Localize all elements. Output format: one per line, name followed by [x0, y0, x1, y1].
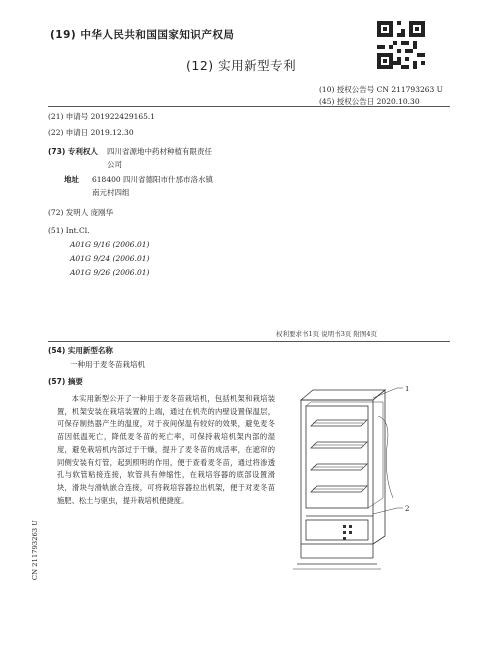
title-label: (54) 实用新型名称	[48, 346, 113, 355]
document-type: (12) 实用新型专利	[186, 58, 297, 73]
section-divider	[48, 341, 450, 342]
qr-code-icon	[377, 21, 425, 69]
inventor: (72) 发明人 庞刚华	[48, 208, 114, 217]
cultivation-machine-figure	[285, 386, 415, 586]
page-info: 权利要求书1页 说明书3页 附图4页	[276, 330, 378, 338]
owner-line-2: 公司	[107, 160, 122, 169]
application-date: (22) 申请日 2019.12.30	[48, 128, 134, 137]
address-line-2: 南元村四组	[92, 188, 130, 197]
header-divider	[48, 106, 450, 107]
publication-date: (45) 授权公告日 2020.10.30	[319, 97, 420, 106]
address-line-1: 618400 四川省德阳市什邡市洛水镇	[92, 175, 214, 184]
agency-name: (19) 中华人民共和国国家知识产权局	[50, 29, 235, 41]
publication-number: (10) 授权公告号 CN 211793263 U	[319, 85, 443, 94]
application-number: (21) 申请号 201922429165.1	[48, 112, 156, 121]
class-1: A01G 9/16 (2006.01)	[70, 240, 150, 249]
int-cl-label: (51) Int.Cl.	[48, 226, 90, 235]
owner-label: (73) 专利权人	[48, 147, 98, 156]
side-document-number: CN 211793263 U	[31, 520, 39, 581]
owner-line-1: 四川省源地中药材种植有限责任	[107, 147, 212, 156]
utility-model-title: 一种用于麦冬苗栽培机	[70, 360, 145, 369]
abstract-label: (57) 摘要	[48, 377, 83, 386]
class-2: A01G 9/24 (2006.01)	[70, 254, 150, 263]
class-3: A01G 9/26 (2006.01)	[70, 268, 150, 277]
figure-label-2: 2	[405, 505, 410, 513]
figure-label-1: 1	[405, 386, 410, 393]
abstract-text: 本实用新型公开了一种用于麦冬苗栽培机，包括机架和栽培装置，机架安装在栽培装置的上端，通过在机壳的内壁设置保温层，可保存制热器产生的温度，对于夜间保温有较好的效果，避免麦冬苗因低温死亡，降低麦冬苗的死亡率，可保持栽培机架内部的湿度，避免栽培机内部过于干燥，提升了麦冬苗的成活率，在遮帘的同侧安装有灯管，起到照明的作用，便于查看麦冬苗，通过将渗透孔与软管粘接连接，软管具有伸缩性，在栽培容器的底部设置滑块，滑块与滑轨嵌合连接，可将栽培容器拉出机架，便于对麦冬苗施肥、松土与驱虫，提升栽培机便捷度。	[57, 394, 275, 505]
address-label: 地址	[64, 175, 79, 184]
